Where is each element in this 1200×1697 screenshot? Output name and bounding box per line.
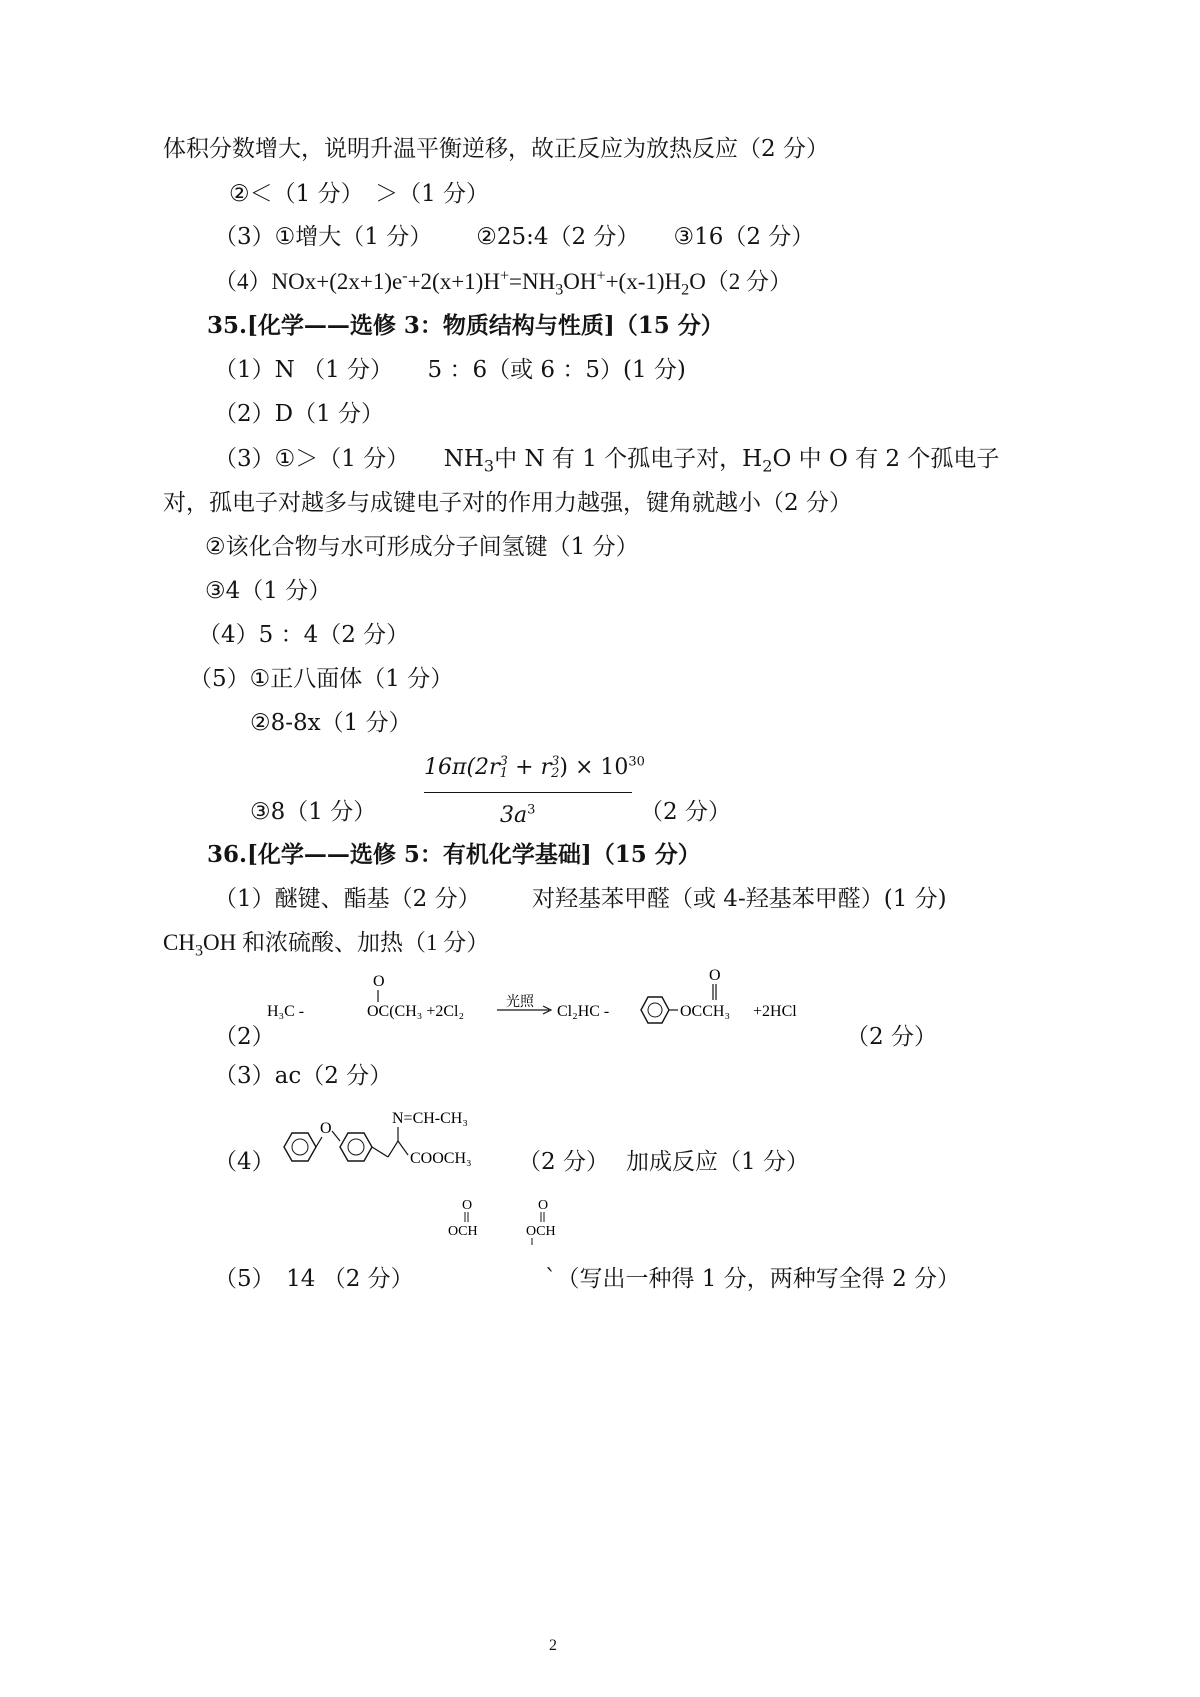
exponent: 3 — [499, 754, 508, 769]
carbonyl-o: O — [462, 1198, 473, 1213]
answer-text: 增大（1 分） — [295, 224, 433, 250]
answer-line-35-5-3 — [250, 797, 376, 827]
item-number: （4） — [214, 1149, 275, 1175]
formate-ester: OCH — [448, 1224, 478, 1239]
circled-number: ① — [274, 224, 296, 250]
score-note: （2 分） — [846, 1024, 937, 1050]
light-condition: 光照 — [506, 995, 534, 1010]
circled-number: ① — [274, 446, 296, 472]
index: 1 — [499, 766, 508, 781]
answer-text: ＜（1 分） ＞（1 分） — [249, 181, 490, 207]
fraction-bar — [424, 792, 632, 793]
circled-number: ③ — [673, 224, 695, 250]
score-note: （2 分） — [518, 1149, 609, 1175]
answer-text: 该化合物与水可形成分子间氢键（1 分） — [225, 534, 639, 560]
answer-line-34-2-reason: 体积分数增大，说明升温平衡逆移，故正反应为放热反应（2 分） — [163, 136, 829, 162]
answer-text: 4（1 分） — [225, 578, 332, 604]
answer-line-36-1b: 对羟基苯甲醛（或 4-羟基苯甲醛）(1 分) — [532, 886, 947, 912]
answer-text: CH — [163, 930, 195, 955]
circled-number: ② — [250, 710, 271, 736]
subscript: 2 — [762, 456, 773, 476]
isomer-structures — [440, 1193, 580, 1253]
circled-number: ③ — [250, 799, 271, 825]
answer-text: 中 N 有 1 个孤电子对，H — [494, 446, 763, 472]
superscript: + — [499, 267, 510, 285]
answer-line-36-3: （3）ac（2 分） — [214, 1063, 393, 1089]
subscript: 3 — [194, 942, 203, 960]
item-number: （2） — [214, 1024, 275, 1050]
product-ester: OCCH₃ — [680, 1003, 731, 1020]
carbonyl-o: O — [538, 1198, 549, 1213]
ether-o: O — [320, 1120, 332, 1137]
carbonyl-o: O — [373, 973, 385, 990]
math-text: 3a — [500, 803, 528, 828]
answer-line-36-1c — [163, 928, 489, 958]
math-text: + r — [515, 755, 552, 780]
equation-part: O（2 分） — [689, 269, 793, 294]
answer-text: 8-8x（1 分） — [270, 710, 412, 736]
index: 2 — [551, 766, 560, 781]
answer-text: 25:4（2 分） — [496, 224, 640, 250]
answer-line-35-3-cont: 对，孤电子对越多与成键电子对的作用力越强，键角就越小（2 分） — [163, 490, 852, 516]
script-pair — [500, 756, 508, 780]
circled-number: ② — [476, 224, 497, 250]
answer-line-36-1a: （1）醚键、酯基（2 分） — [214, 886, 481, 912]
answer-line-36-5b: `（写出一种得 1 分，两种写全得 2 分） — [545, 1266, 961, 1292]
answer-text: 正八面体（1 分） — [270, 666, 454, 692]
subscript: 2 — [681, 281, 690, 299]
fraction-denominator — [500, 800, 535, 831]
answer-line-34-2-2 — [229, 179, 489, 209]
equation-part: OH — [563, 269, 597, 294]
item-number: （5） — [189, 666, 250, 692]
reaction-type: 加成反应（1 分） — [626, 1149, 809, 1175]
answer-text: OH 和浓硫酸、加热（1 分） — [203, 930, 490, 955]
product-structure — [270, 1105, 510, 1175]
answer-line-35-3-2 — [205, 532, 639, 562]
answer-line-34-4-equation — [214, 267, 792, 297]
reaction-equation — [265, 960, 825, 1030]
answer-line-35-3 — [214, 444, 999, 474]
section-heading-35: 35.[化学——选修 3：物质结构与性质]（15 分） — [207, 312, 724, 339]
equation-part: +2(x+1)H — [407, 269, 500, 294]
benzene-ring — [641, 997, 669, 1023]
carbonyl-o: O — [709, 967, 721, 984]
imine-group: N=CH-CH₃ — [392, 1110, 468, 1127]
answer-text: 16（2 分） — [694, 224, 815, 250]
answer-line-35-3-3 — [205, 576, 331, 606]
section-heading-36: 36.[化学——选修 5：有机化学基础]（15 分） — [207, 841, 701, 868]
circled-number: ② — [205, 534, 226, 560]
product-chloromethyl: Cl₂HC - — [557, 1003, 610, 1020]
answer-line-35-5-2 — [250, 708, 412, 738]
circled-number: ③ — [205, 578, 226, 604]
circled-number: ① — [249, 666, 271, 692]
answer-text: O 中 O 有 2 个孤电子 — [772, 446, 1000, 472]
equation-part: =NH — [509, 269, 556, 294]
item-number: （3） — [214, 446, 275, 472]
fraction-numerator — [424, 752, 645, 783]
superscript: + — [596, 267, 606, 285]
equation-part: （4）NOx+(2x+1)e — [214, 269, 403, 294]
superscript: - — [402, 267, 408, 285]
exponent: 3 — [527, 802, 536, 818]
exponent: 30 — [628, 754, 645, 770]
answer-line-35-2: （2）D（1 分） — [214, 401, 385, 427]
answer-line-35-1: （1）N （1 分） 5 ：6（或 6 ：5）(1 分) — [214, 357, 686, 383]
answer-text: 8（1 分） — [270, 799, 377, 825]
exponent: 3 — [551, 754, 560, 769]
answer-line-35-4: （4）5 ：4（2 分） — [198, 622, 410, 648]
formate-ester: OCH — [526, 1224, 556, 1239]
subscript: 3 — [483, 456, 495, 476]
page-number: 2 — [549, 1637, 557, 1654]
answer-text: ＞（1 分） NH — [295, 446, 484, 472]
methyl-ester-group: COOCH₃ — [410, 1150, 472, 1167]
math-text: ) × 10 — [559, 755, 629, 780]
math-text: 16π(2r — [424, 755, 500, 780]
item-number: （3） — [214, 224, 275, 250]
answer-line-35-5 — [189, 664, 453, 694]
score-note: （2 分） — [640, 799, 731, 825]
reactant-methyl: H₃C - — [267, 1003, 305, 1020]
subscript: 3 — [555, 281, 564, 299]
reactant-ester: OC(CH₃ +2Cl₂ — [367, 1003, 465, 1020]
circled-number: ② — [229, 181, 250, 207]
answer-line-34-3 — [214, 222, 814, 252]
equation-part: +(x-1)H — [605, 269, 682, 294]
answer-line-36-5a: （5） 14 （2 分） — [214, 1266, 414, 1292]
byproduct-hcl: +2HCl — [753, 1003, 797, 1020]
